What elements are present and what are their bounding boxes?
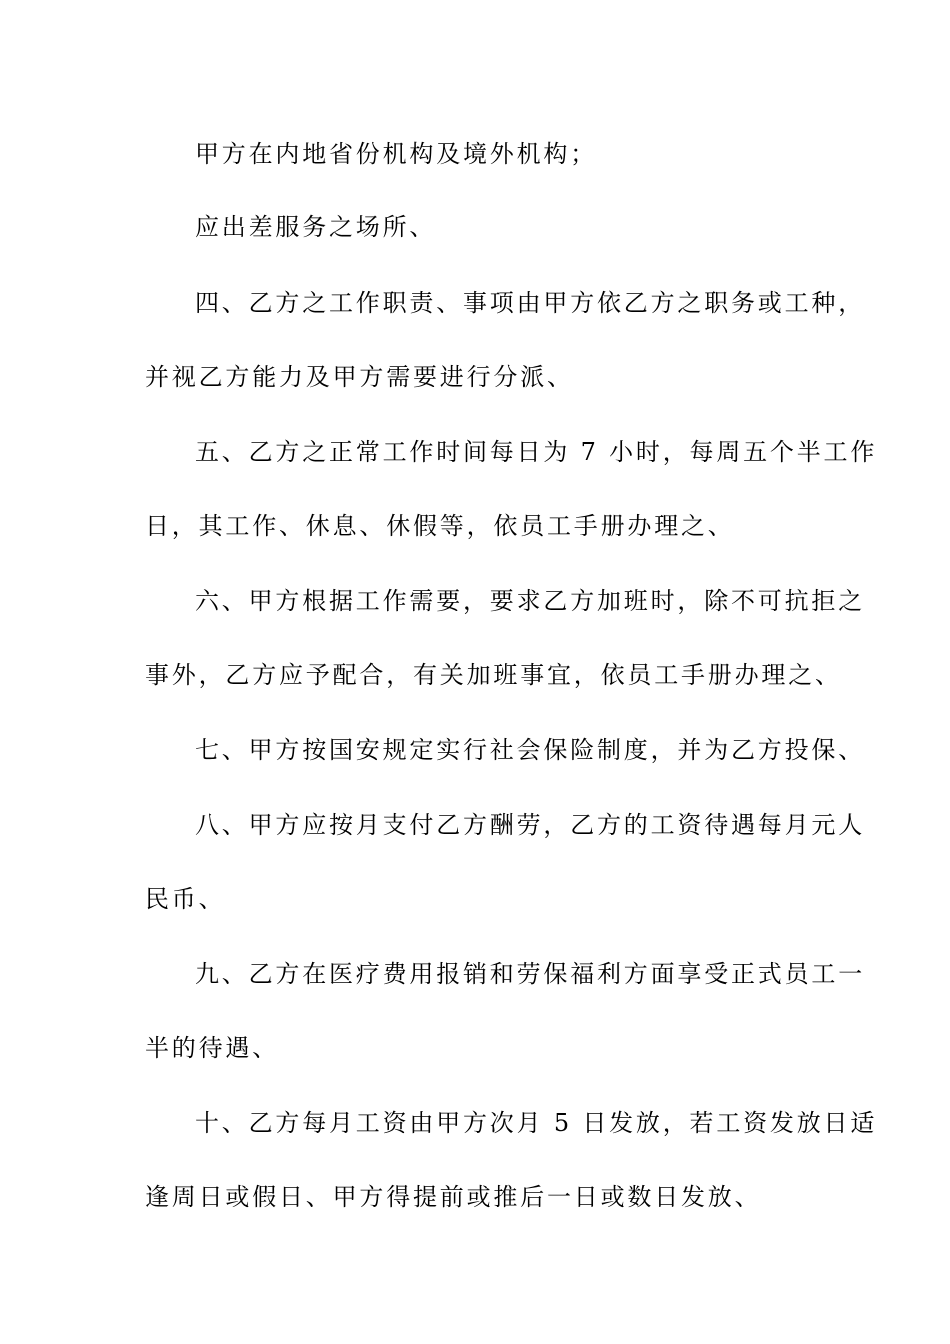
text-line: 日，其工作、休息、休假等，依员工手册办理之、 — [145, 512, 735, 540]
text-line: 八、甲方应按月支付乙方酬劳，乙方的工资待遇每月元人 — [195, 811, 865, 839]
text-line: 五、乙方之正常工作时间每日为 7 小时，每周五个半工作 — [195, 438, 878, 466]
text-line: 半的待遇、 — [145, 1034, 279, 1062]
text-line: 民币、 — [145, 885, 226, 913]
text-line: 六、甲方根据工作需要，要求乙方加班时，除不可抗拒之 — [195, 587, 865, 615]
text-line: 事外，乙方应予配合，有关加班事宜，依员工手册办理之、 — [145, 661, 842, 689]
text-line: 逢周日或假日、甲方得提前或推后一日或数日发放、 — [145, 1183, 762, 1211]
text-line: 四、乙方之工作职责、事项由甲方依乙方之职务或工种， — [195, 289, 865, 317]
text-line: 并视乙方能力及甲方需要进行分派、 — [145, 363, 574, 391]
text-line: 七、甲方按国安规定实行社会保险制度，并为乙方投保、 — [195, 736, 865, 764]
text-line: 十、乙方每月工资由甲方次月 5 日发放，若工资发放日适 — [195, 1109, 878, 1137]
text-line: 应出差服务之场所、 — [195, 213, 437, 241]
text-line: 甲方在内地省份机构及境外机构； — [195, 140, 597, 168]
text-line: 九、乙方在医疗费用报销和劳保福利方面享受正式员工一 — [195, 960, 865, 988]
